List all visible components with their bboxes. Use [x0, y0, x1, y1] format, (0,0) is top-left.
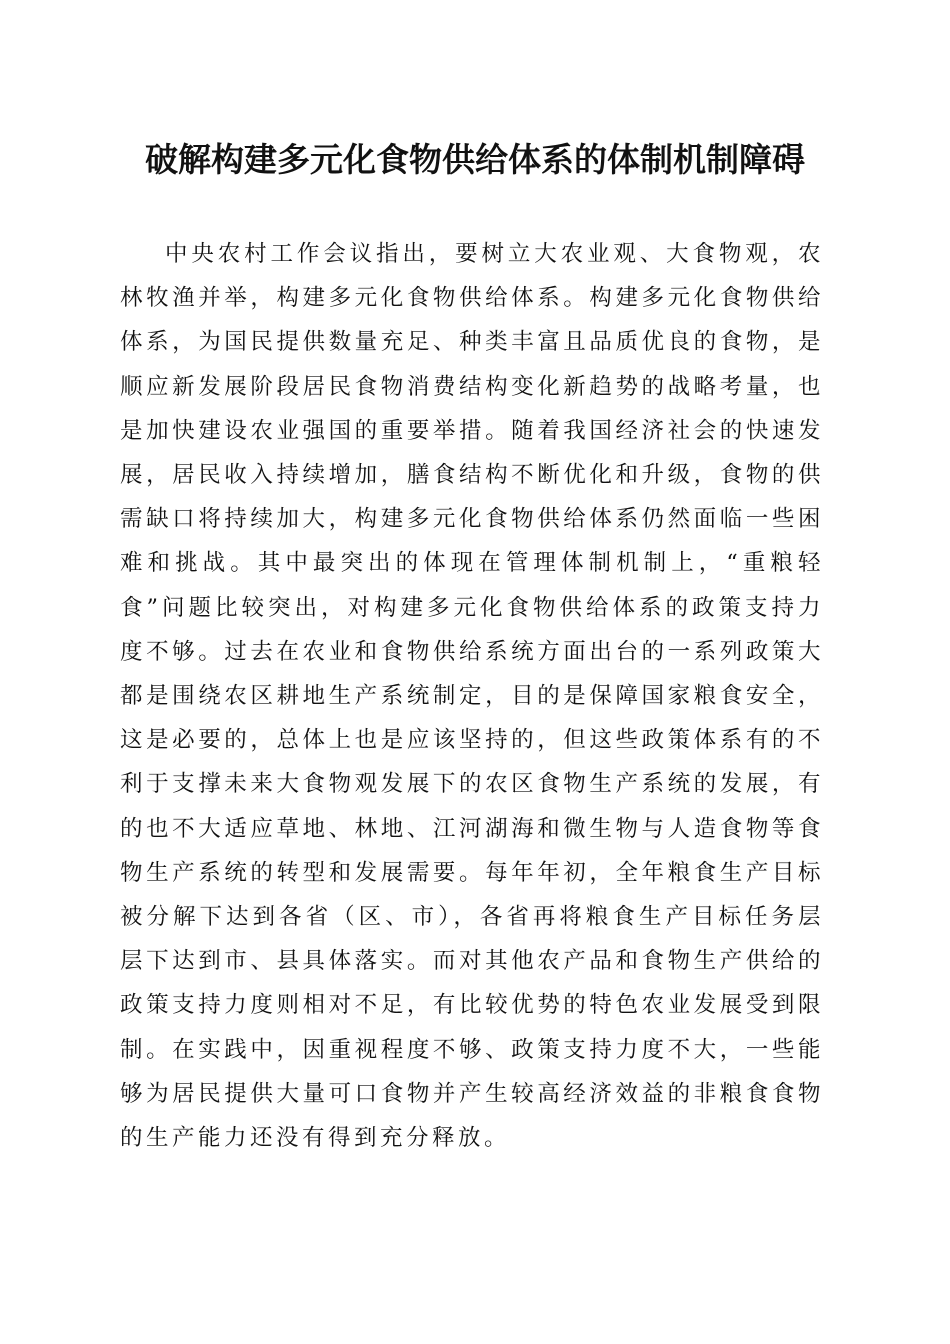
document-title: 破解构建多元化食物供给体系的体制机制障碍 — [145, 140, 805, 179]
body-paragraph: 中央农村工作会议指出，要树立大农业观、大食物观，农林牧渔并举，构建多元化食物供给体系。构建多元化食物供给体系，为国民提供数量充足、种类丰富且品质优良的食物，是顺应新发展阶段居民食物消费结构变化新趋势的战略考量，也是加快建设农业强国的重要举措。随着我国经济社会的快速发展，居民收入持续增加，膳食结构不断优化和升级，食物的供需缺口将持续加大，构建多元化食物供给体系仍然面临一些困难和挑战。其中最突出的体现在管理体制机制上，“重粮轻食”问题比较突出，对构建多元化食物供给体系的政策支持力度不够。过去在农业和食物供给系统方面出台的一系列政策大都是围绕农区耕地生产系统制定，目的是保障国家粮食安全，这是必要的，总体上也是应该坚持的，但这些政策体系有的不利于支撑未来大食物观发展下的农区食物生产系统的发展，有的也不大适应草地、林地、江河湖海和微生物与人造食物等食物生产系统的转型和发展需要。每年年初，全年粮食生产目标被分解下达到各省（区、市），各省再将粮食生产目标任务层层下达到市、县具体落实。而对其他农产品和食物生产供给的政策支持力度则相对不足，有比较优势的特色农业发展受到限制。在实践中，因重视程度不够、政策支持力度不大，一些能够为居民提供大量可口食物并产生较高经济效益的非粮食食物的生产能力还没有得到充分释放。 — [120, 241, 824, 1152]
